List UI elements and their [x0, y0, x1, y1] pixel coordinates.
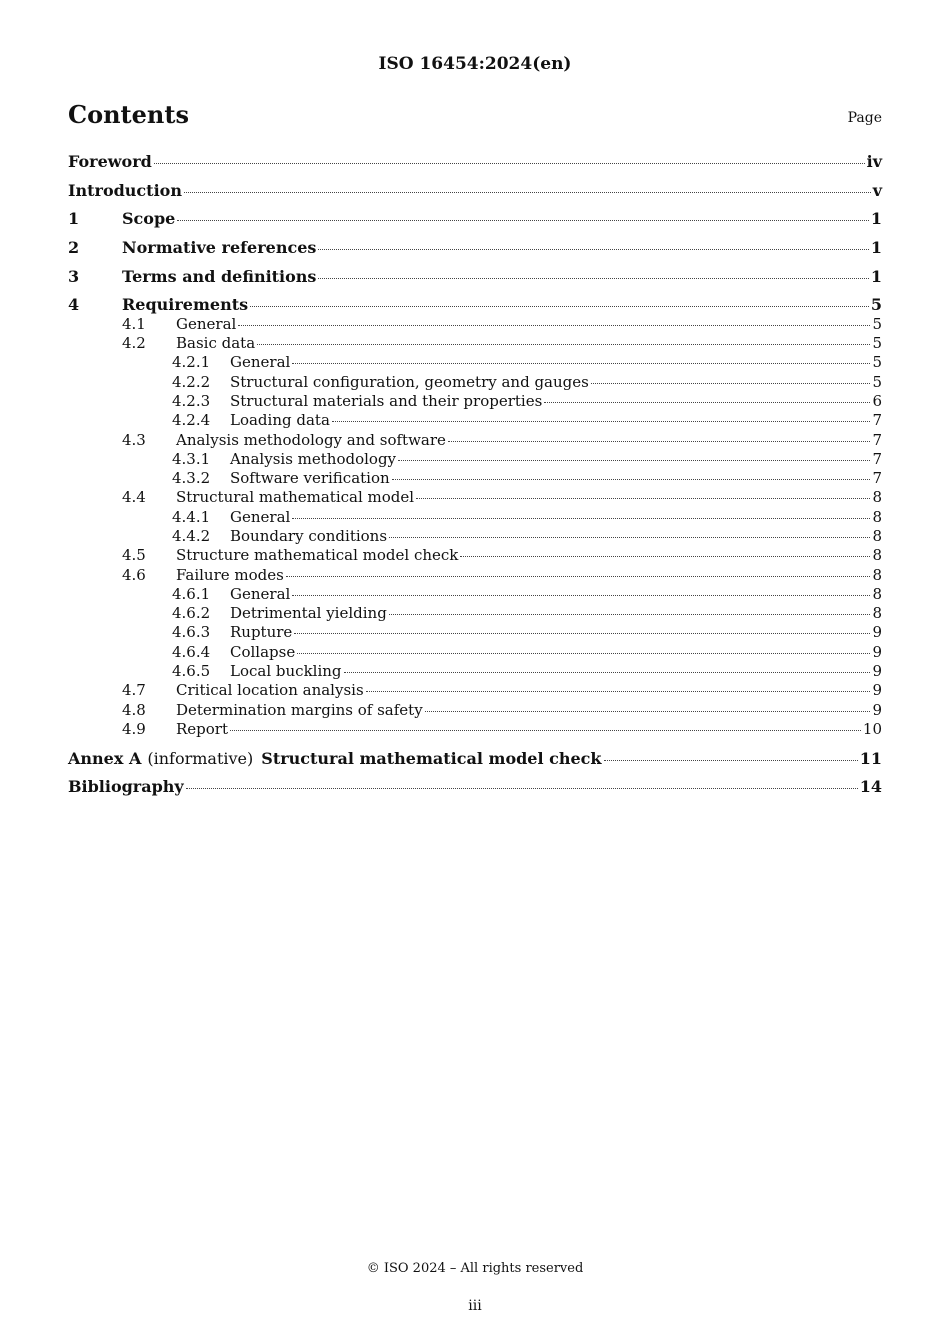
toc-leader: [250, 306, 869, 307]
toc-leader: [292, 595, 870, 596]
toc-leader: [294, 633, 870, 634]
toc-leader: [286, 576, 871, 577]
toc-number: 4.6.2: [172, 604, 211, 623]
toc-entry-4-7[interactable]: [68, 681, 882, 700]
toc-title: Terms and definitions: [122, 266, 317, 286]
toc-entry-4-6-1[interactable]: [68, 585, 882, 604]
toc-page: 6: [872, 391, 882, 410]
toc-title: Structure mathematical model check: [176, 546, 459, 565]
toc-entry-2[interactable]: [68, 238, 882, 257]
toc-entry-4-5[interactable]: [68, 546, 882, 565]
toc-number: 4.1: [122, 314, 146, 333]
toc-title: Rupture: [230, 623, 293, 642]
toc-entry-4-2-2[interactable]: [68, 373, 882, 392]
toc-entry-introduction[interactable]: [68, 181, 882, 200]
toc-page: 5: [872, 353, 882, 372]
toc-title: Loading data: [230, 411, 330, 430]
toc-page: 9: [872, 623, 882, 642]
toc-title: Structural materials and their properties: [230, 391, 543, 410]
toc-number: 4.2.3: [172, 391, 211, 410]
toc-title: Detrimental yielding: [230, 604, 387, 623]
toc-page: v: [872, 180, 882, 200]
toc-leader: [238, 325, 870, 326]
toc-entry-4-6-5[interactable]: [68, 662, 882, 681]
toc-number: 4.2.2: [172, 372, 211, 391]
toc-title: Basic data: [176, 334, 256, 353]
toc-number: 4.9: [122, 719, 146, 738]
toc-number: 4.8: [122, 700, 146, 719]
toc-leader: [398, 460, 870, 461]
toc-leader: [292, 363, 870, 364]
toc-page: 5: [872, 314, 882, 333]
toc-entry-4-2-4[interactable]: [68, 411, 882, 430]
toc-number: 4.4.2: [172, 527, 211, 545]
toc-leader: [448, 441, 871, 442]
toc-leader: [544, 402, 870, 403]
toc-entry-4-4-1[interactable]: [68, 508, 882, 527]
toc-entry-4[interactable]: [68, 295, 882, 314]
toc-leader: [389, 614, 871, 615]
toc-title: Report: [176, 719, 229, 738]
toc-title: Determination margins of safety: [176, 700, 423, 719]
toc-entry-4-2-1[interactable]: [68, 353, 882, 372]
toc-number: 4: [68, 295, 80, 315]
toc-annex-qualifier: (informative): [147, 748, 254, 768]
contents-title: Contents: [68, 100, 189, 129]
toc-title: Bibliography: [68, 777, 184, 797]
toc-number: 4.6.3: [172, 623, 211, 642]
toc-number: 4.3.1: [172, 449, 211, 468]
toc-page: 5: [872, 334, 882, 353]
toc-page: 8: [872, 604, 882, 623]
toc-number: 1: [68, 209, 80, 229]
toc-page: 10: [862, 719, 882, 738]
toc-entry-4-1[interactable]: [68, 315, 882, 334]
toc-leader: [186, 788, 858, 789]
toc-title: Critical location analysis: [176, 681, 364, 700]
toc-leader: [389, 537, 870, 538]
toc-title: Normative references: [122, 238, 317, 258]
toc-leader: [460, 556, 870, 557]
toc-page: 7: [872, 449, 882, 468]
toc-entry-4-6-3[interactable]: [68, 623, 882, 642]
page-number: iii: [468, 1298, 482, 1314]
toc-title: General: [176, 314, 237, 333]
toc-number: 3: [68, 266, 80, 286]
toc-page: 9: [872, 662, 882, 681]
toc-entry-bibliography[interactable]: [68, 777, 882, 796]
page-column-label: Page: [847, 110, 882, 126]
toc-title: Local buckling: [230, 662, 342, 681]
toc-leader: [292, 518, 870, 519]
toc-leader: [318, 249, 868, 250]
toc-number: 4.7: [122, 681, 146, 700]
toc-number: 4.2.1: [172, 353, 211, 372]
toc-title: General: [230, 353, 291, 372]
toc-leader: [297, 653, 870, 654]
toc-leader: [318, 278, 868, 279]
table-of-contents: [68, 152, 882, 797]
toc-page: 8: [872, 584, 882, 603]
toc-title: Collapse: [230, 642, 296, 661]
toc-entry-1[interactable]: [68, 209, 882, 228]
toc-entry-4-3[interactable]: [68, 431, 882, 450]
toc-entry-4-3-1[interactable]: [68, 450, 882, 469]
toc-number: 4.2.4: [172, 411, 211, 430]
toc-title: Foreword: [68, 152, 152, 171]
toc-leader: [366, 691, 871, 692]
toc-number: 4.6.4: [172, 642, 211, 661]
toc-page: 5: [870, 295, 882, 315]
toc-entry-3[interactable]: [68, 267, 882, 286]
toc-page: 7: [872, 469, 882, 488]
toc-page: iv: [866, 152, 882, 171]
toc-page: 7: [872, 430, 882, 449]
toc-title: General: [230, 584, 291, 603]
toc-title: Analysis methodology and software: [176, 430, 446, 449]
toc-page: 8: [872, 565, 882, 584]
toc-entry-4-6-2[interactable]: [68, 604, 882, 623]
toc-entry-4-3-2[interactable]: [68, 469, 882, 488]
toc-page: 9: [872, 700, 882, 719]
toc-annex-label: Annex A: [68, 748, 142, 768]
toc-page: 8: [872, 488, 882, 507]
toc-entry-4-2-3[interactable]: [68, 392, 882, 411]
toc-title: Structural mathematical model: [176, 488, 415, 507]
toc-entry-foreword[interactable]: [68, 152, 882, 171]
toc-number: 4.6.5: [172, 662, 211, 681]
toc-entry-4-6[interactable]: [68, 566, 882, 585]
toc-page: 1: [870, 266, 882, 286]
toc-number: 4.4.1: [172, 507, 211, 526]
toc-number: 2: [68, 238, 80, 258]
toc-page: 8: [872, 507, 882, 526]
toc-number: 4.6: [122, 565, 146, 584]
toc-entry-4-9[interactable]: [68, 720, 882, 739]
toc-number: 4.6.1: [172, 584, 211, 603]
toc-entry-4-6-4[interactable]: [68, 643, 882, 662]
toc-page: 8: [872, 546, 882, 565]
toc-leader: [230, 730, 861, 731]
toc-number: 4.3.2: [172, 469, 211, 488]
toc-page: 11: [859, 748, 882, 768]
toc-page: 9: [872, 681, 882, 700]
toc-title: Software verification: [230, 469, 390, 488]
toc-leader: [257, 344, 870, 345]
toc-page: 1: [870, 209, 882, 229]
toc-number: 4.3: [122, 430, 146, 449]
toc-title: Boundary conditions: [230, 527, 388, 545]
toc-page: 1: [870, 238, 882, 258]
toc-leader: [332, 421, 871, 422]
toc-title: Structural mathematical model check: [261, 748, 602, 768]
toc-page: 7: [872, 411, 882, 430]
toc-number: 4.2: [122, 334, 146, 353]
toc-title: Structural configuration, geometry and gauges: [230, 372, 589, 391]
toc-leader: [184, 192, 871, 193]
toc-leader: [425, 711, 871, 712]
toc-leader: [416, 498, 870, 499]
toc-title: General: [230, 507, 291, 526]
toc-page: 5: [872, 372, 882, 391]
toc-entry-4-4-2[interactable]: [68, 527, 882, 546]
toc-leader: [154, 163, 865, 164]
toc-leader: [344, 672, 871, 673]
toc-entry-4-4[interactable]: [68, 488, 882, 507]
toc-page: 8: [872, 527, 882, 545]
toc-leader: [177, 220, 869, 221]
toc-title: Requirements: [122, 295, 249, 315]
toc-leader: [392, 479, 871, 480]
toc-title: Introduction: [68, 180, 182, 200]
toc-title: Analysis methodology: [230, 449, 397, 468]
toc-title: Scope: [122, 209, 176, 229]
toc-page: 14: [859, 777, 882, 797]
toc-leader: [604, 760, 858, 761]
toc-number: 4.5: [122, 546, 146, 565]
copyright-footer: © ISO 2024 – All rights reserved: [366, 1261, 584, 1276]
toc-entry-4-2[interactable]: [68, 334, 882, 353]
toc-title: Failure modes: [176, 565, 284, 584]
toc-page: 9: [872, 642, 882, 661]
toc-entry-4-8[interactable]: [68, 701, 882, 720]
toc-number: 4.4: [122, 488, 146, 507]
document-header: ISO 16454:2024(en): [378, 54, 572, 74]
toc-leader: [591, 383, 871, 384]
toc-entry-annex-a[interactable]: [68, 749, 882, 768]
